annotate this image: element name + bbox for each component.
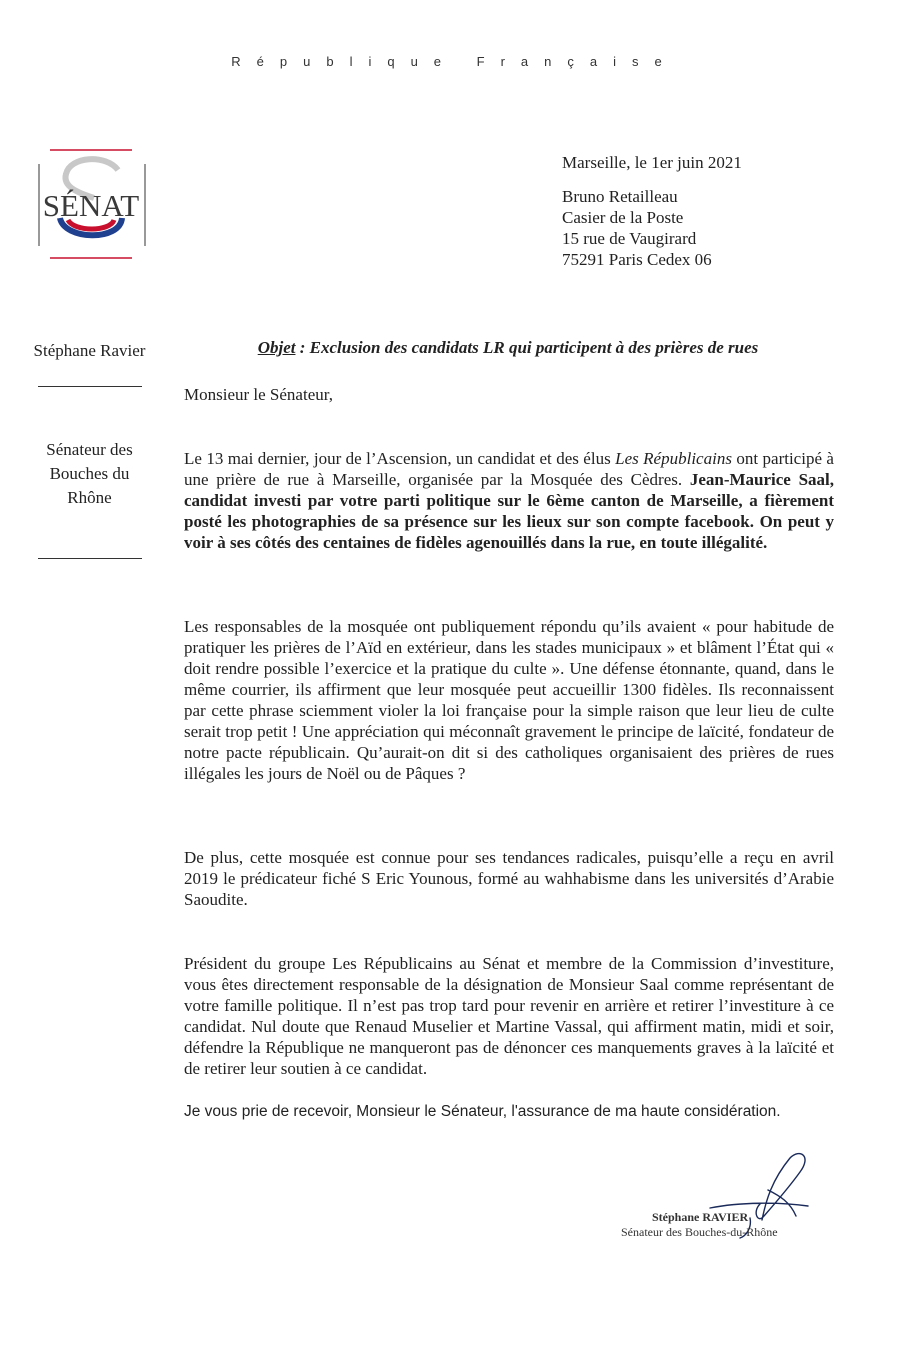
signature-title: Sénateur des Bouches-du-Rhône [621,1225,778,1239]
paragraph-1 [184,448,834,553]
subject-text: : Exclusion des candidats LR qui participent à des prières de rues [295,338,759,357]
signature-name: Stéphane RAVIER [652,1210,749,1224]
senat-logo [36,148,148,260]
paragraph-1-bold: Jean-Maurice Saal, candidat investi par votre parti politique sur le 6ème canton de Marseille, a fièrement posté les photographies de sa présence sur les lieux sur son compte facebook. On peut y voir à ses côtés des centaines de fidèles agenouillés dans la rue, en toute illégalité. [184,470,834,552]
sidebar-divider [38,558,142,559]
sender-role [22,438,157,510]
sender-role-line: Rhône [67,488,112,507]
republique-francaise-header: République Française [231,54,678,69]
sender-role-line: Sénateur des [46,440,133,459]
sender-name: Stéphane Ravier [33,341,146,360]
date-and-address [562,152,742,270]
sidebar-divider [38,386,142,387]
paragraph-2: Les responsables de la mosquée ont publiquement répondu qu’ils avaient « pour habitude de pratiquer les prières de l’Aïd en extérieur, dans les stades municipaux » et blâment l’État qui « doit rendre possible l’exercice et la pratique du culte ». Une défense étonnante, quand, dans le même courrier, ils affirment que leur mosquée peut accueillir 1300 fidèles. Ils reconnaissent par cette phrase sciemment violer la loi française pour la simple raison que leur lieu de culte serait trop petit ! Une appréciation qui méconnaît gravement le principe de laïcité, fondateur de notre pacte républicain. Qu’aurait-on dit si des catholiques organisaient des prières de rues illégales les jours de Noël ou de Pâques ? [184,617,834,783]
recipient-name: Bruno Retailleau [562,187,678,206]
recipient-address-line: 75291 Paris Cedex 06 [562,250,712,269]
paragraph-1-start: Le 13 mai dernier, jour de l’Ascension, un candidat et des élus [184,449,616,468]
letter-date: Marseille, le 1er juin 2021 [562,153,742,172]
salutation: Monsieur le Sénateur, [184,385,333,404]
party-name: Les Républicains [615,449,732,468]
recipient-address-line: Casier de la Poste [562,208,684,227]
recipient-address-line: 15 rue de Vaugirard [562,229,697,248]
paragraph-1-middle: ont participé à une prière de rue à Marseille, organisée par la Mosquée des Cèdres. [184,449,834,489]
senat-logo-text: SÉNAT [42,188,140,223]
subject-line [184,338,832,358]
sender-role-line: Bouches du [49,464,130,483]
subject-label: Objet [257,338,296,357]
paragraph-4: Président du groupe Les Républicains au Sénat et membre de la Commission d’investiture, vous êtes directement responsable de la désignation de Monsieur Saal comme représentant de votre famille politique. Il n’est pas trop tard pour revenir en arrière et retirer l’investiture à ce candidat. Nul doute que Renaud Muselier et Martine Vassal, qui affirment matin, midi et soir, défendre la République ne manqueront pas de dénoncer ces manquements graves à la laïcité et de retirer leur soutien à ce candidat. [184,954,834,1078]
closing-formula: Je vous prie de recevoir, Monsieur le Sénateur, l'assurance de ma haute considération. [184,1103,781,1120]
paragraph-3: De plus, cette mosquée est connue pour ses tendances radicales, puisqu’elle a reçu en avril 2019 le prédicateur fiché S Eric Younous, formé au wahhabisme dans les universités d’Arabie Saoudite. [184,848,834,909]
